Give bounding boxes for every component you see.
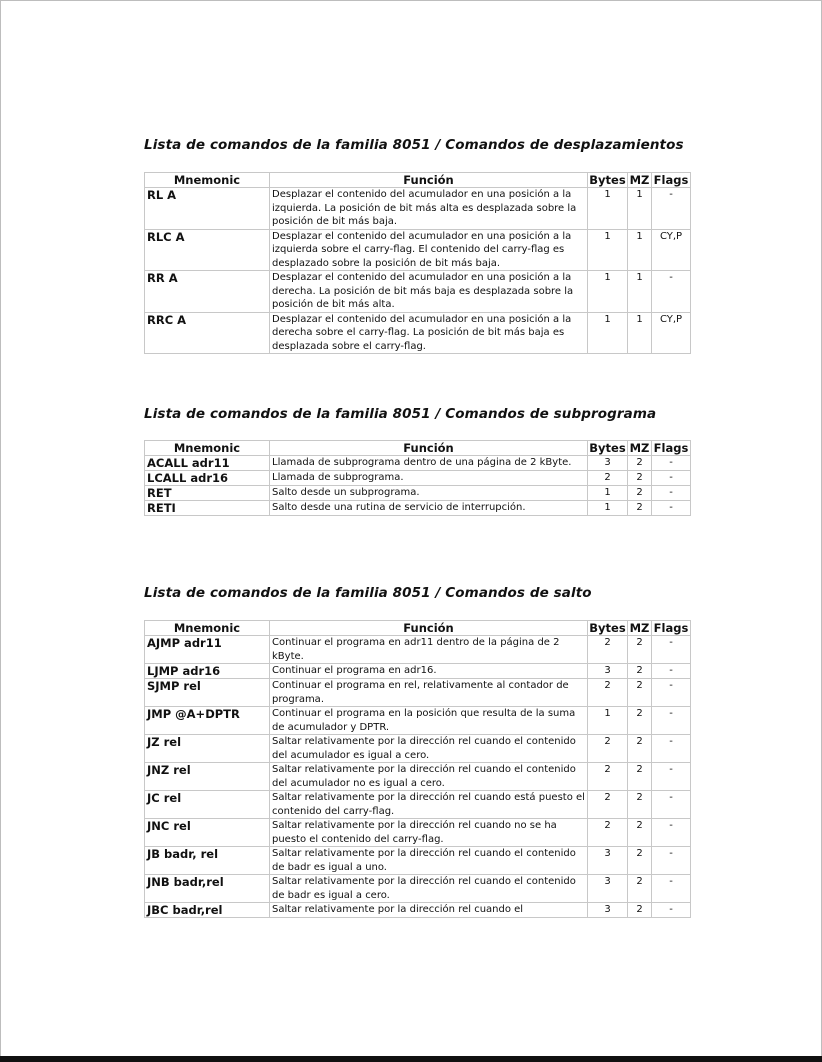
cell-mz: 2	[628, 763, 652, 791]
bottom-bar	[0, 1056, 822, 1062]
commands-table	[144, 440, 691, 516]
cell-function: Continuar el programa en la posición que resulta de la suma de acumulador y DPTR.	[270, 707, 588, 735]
cell-bytes: 2	[588, 763, 628, 791]
cell-function: Saltar relativamente por la dirección rel cuando está puesto el contenido del carry-flag.	[270, 791, 588, 819]
cell-mnemonic: SJMP rel	[145, 679, 270, 707]
cell-bytes: 1	[588, 188, 628, 230]
cell-mnemonic: ACALL adr11	[145, 456, 270, 471]
cell-mnemonic: JBC badr,rel	[145, 903, 270, 918]
cell-mnemonic: AJMP adr11	[145, 636, 270, 664]
cell-bytes: 1	[588, 229, 628, 271]
column-header-bytes: Bytes	[589, 441, 626, 455]
cell-flags: -	[652, 679, 691, 707]
cell-mnemonic: JNZ rel	[145, 763, 270, 791]
table-row	[145, 229, 691, 271]
cell-flags: -	[652, 875, 691, 903]
cell-mz: 2	[628, 847, 652, 875]
table-row	[145, 486, 691, 501]
cell-bytes: 2	[588, 735, 628, 763]
column-header-mnemonic: Mnemonic	[145, 441, 270, 456]
cell-function: Saltar relativamente por la dirección rel cuando el contenido de badr es igual a uno.	[270, 847, 588, 875]
cell-bytes: 3	[588, 664, 628, 679]
section-title: Lista de comandos de la familia 8051 / Comandos de salto	[144, 585, 592, 601]
table-row	[145, 456, 691, 471]
column-header-flags: Flags	[652, 441, 691, 456]
cell-mnemonic: JZ rel	[145, 735, 270, 763]
table-row	[145, 791, 691, 819]
cell-mz: 2	[628, 791, 652, 819]
cell-mz: 2	[628, 903, 652, 918]
cell-mz: 2	[628, 501, 652, 516]
cell-function: Continuar el programa en rel, relativamente al contador de programa.	[270, 679, 588, 707]
cell-mnemonic: JMP @A+DPTR	[145, 707, 270, 735]
cell-function: Desplazar el contenido del acumulador en una posición a la derecha sobre el carry-flag. La posición de bit más baja es desplazada sobre el carry-flag.	[270, 312, 588, 354]
cell-mnemonic: RLC A	[145, 229, 270, 271]
cell-flags: -	[652, 664, 691, 679]
cell-function: Saltar relativamente por la dirección rel cuando el	[270, 903, 588, 918]
cell-function: Llamada de subprograma dentro de una página de 2 kByte.	[270, 456, 588, 471]
cell-function: Continuar el programa en adr16.	[270, 664, 588, 679]
column-header-function: Función	[270, 173, 588, 188]
cell-bytes: 3	[588, 903, 628, 918]
cell-function: Desplazar el contenido del acumulador en una posición a la derecha. La posición de bit más baja es desplazada sobre la posición de bit más alta.	[270, 271, 588, 313]
section-shift-commands	[144, 137, 690, 352]
column-header-bytes: Bytes	[589, 173, 626, 187]
cell-mz: 2	[628, 486, 652, 501]
cell-mnemonic: RL A	[145, 188, 270, 230]
cell-flags: CY,P	[652, 312, 691, 354]
cell-flags: -	[652, 707, 691, 735]
table-header-row	[145, 621, 691, 636]
column-header-function: Función	[270, 441, 588, 456]
cell-bytes: 1	[588, 501, 628, 516]
cell-flags: -	[652, 819, 691, 847]
cell-flags: -	[652, 471, 691, 486]
cell-mz: 2	[628, 707, 652, 735]
cell-mz: 1	[628, 312, 652, 354]
section-subprogram-commands	[144, 406, 690, 515]
cell-bytes: 2	[588, 636, 628, 664]
table-row	[145, 763, 691, 791]
cell-function: Desplazar el contenido del acumulador en una posición a la izquierda. La posición de bit más alta es desplazada sobre la posición de bit más baja.	[270, 188, 588, 230]
cell-mz: 2	[628, 636, 652, 664]
cell-mnemonic: LJMP adr16	[145, 664, 270, 679]
cell-mnemonic: RR A	[145, 271, 270, 313]
cell-mnemonic: JNB badr,rel	[145, 875, 270, 903]
cell-bytes: 1	[588, 486, 628, 501]
cell-function: Saltar relativamente por la dirección rel cuando no se ha puesto el contenido del carry-flag.	[270, 819, 588, 847]
column-header-flags: Flags	[652, 621, 691, 636]
cell-function: Llamada de subprograma.	[270, 471, 588, 486]
table-row	[145, 707, 691, 735]
table-row	[145, 735, 691, 763]
cell-flags: -	[652, 486, 691, 501]
cell-bytes: 2	[588, 819, 628, 847]
cell-mnemonic: RRC A	[145, 312, 270, 354]
cell-bytes: 1	[588, 271, 628, 313]
cell-mnemonic: RETI	[145, 501, 270, 516]
cell-mz: 1	[628, 229, 652, 271]
cell-flags: -	[652, 847, 691, 875]
column-header-flags: Flags	[652, 173, 691, 188]
cell-mnemonic: JC rel	[145, 791, 270, 819]
table-row	[145, 501, 691, 516]
cell-function: Saltar relativamente por la dirección rel cuando el contenido del acumulador es igual a cero.	[270, 735, 588, 763]
column-header-mz: MZ	[628, 441, 652, 456]
cell-mnemonic: JB badr, rel	[145, 847, 270, 875]
table-row	[145, 664, 691, 679]
cell-bytes: 1	[588, 707, 628, 735]
cell-function: Desplazar el contenido del acumulador en una posición a la izquierda sobre el carry-flag. El contenido del carry-flag es desplazado sobre la posición de bit más baja.	[270, 229, 588, 271]
cell-flags: CY,P	[652, 229, 691, 271]
commands-table	[144, 620, 691, 918]
cell-function: Saltar relativamente por la dirección rel cuando el contenido de badr es igual a cero.	[270, 875, 588, 903]
cell-mz: 2	[628, 456, 652, 471]
cell-mz: 2	[628, 875, 652, 903]
cell-flags: -	[652, 271, 691, 313]
table-header-row	[145, 173, 691, 188]
column-header-function: Función	[270, 621, 588, 636]
cell-mnemonic: RET	[145, 486, 270, 501]
cell-flags: -	[652, 501, 691, 516]
column-header-mz: MZ	[628, 173, 652, 188]
section-title: Lista de comandos de la familia 8051 / Comandos de subprograma	[144, 406, 657, 422]
table-row	[145, 847, 691, 875]
cell-bytes: 3	[588, 875, 628, 903]
table-header-row	[145, 441, 691, 456]
cell-mnemonic: JNC rel	[145, 819, 270, 847]
cell-function: Salto desde una rutina de servicio de interrupción.	[270, 501, 588, 516]
cell-mz: 2	[628, 679, 652, 707]
cell-mz: 1	[628, 188, 652, 230]
commands-table	[144, 172, 691, 354]
column-header-mnemonic: Mnemonic	[145, 173, 270, 188]
cell-bytes: 2	[588, 679, 628, 707]
cell-function: Saltar relativamente por la dirección rel cuando el contenido del acumulador no es igual a cero.	[270, 763, 588, 791]
cell-mz: 2	[628, 471, 652, 486]
column-header-mz: MZ	[628, 621, 652, 636]
cell-bytes: 3	[588, 456, 628, 471]
table-row	[145, 271, 691, 313]
table-row	[145, 312, 691, 354]
cell-flags: -	[652, 903, 691, 918]
table-row	[145, 903, 691, 918]
column-header-mnemonic: Mnemonic	[145, 621, 270, 636]
cell-flags: -	[652, 791, 691, 819]
table-row	[145, 636, 691, 664]
cell-mz: 1	[628, 271, 652, 313]
cell-mz: 2	[628, 664, 652, 679]
cell-flags: -	[652, 735, 691, 763]
cell-flags: -	[652, 188, 691, 230]
table-row	[145, 819, 691, 847]
cell-mz: 2	[628, 735, 652, 763]
cell-mnemonic: LCALL adr16	[145, 471, 270, 486]
table-row	[145, 471, 691, 486]
cell-bytes: 1	[588, 312, 628, 354]
cell-flags: -	[652, 763, 691, 791]
table-row	[145, 188, 691, 230]
section-jump-commands	[144, 585, 690, 917]
table-row	[145, 875, 691, 903]
cell-function: Continuar el programa en adr11 dentro de la página de 2 kByte.	[270, 636, 588, 664]
table-row	[145, 679, 691, 707]
cell-bytes: 2	[588, 471, 628, 486]
cell-mz: 2	[628, 819, 652, 847]
cell-flags: -	[652, 636, 691, 664]
column-header-bytes: Bytes	[589, 621, 626, 635]
section-title: Lista de comandos de la familia 8051 / Comandos de desplazamientos	[144, 137, 684, 153]
cell-function: Salto desde un subprograma.	[270, 486, 588, 501]
cell-bytes: 2	[588, 791, 628, 819]
cell-bytes: 3	[588, 847, 628, 875]
cell-flags: -	[652, 456, 691, 471]
